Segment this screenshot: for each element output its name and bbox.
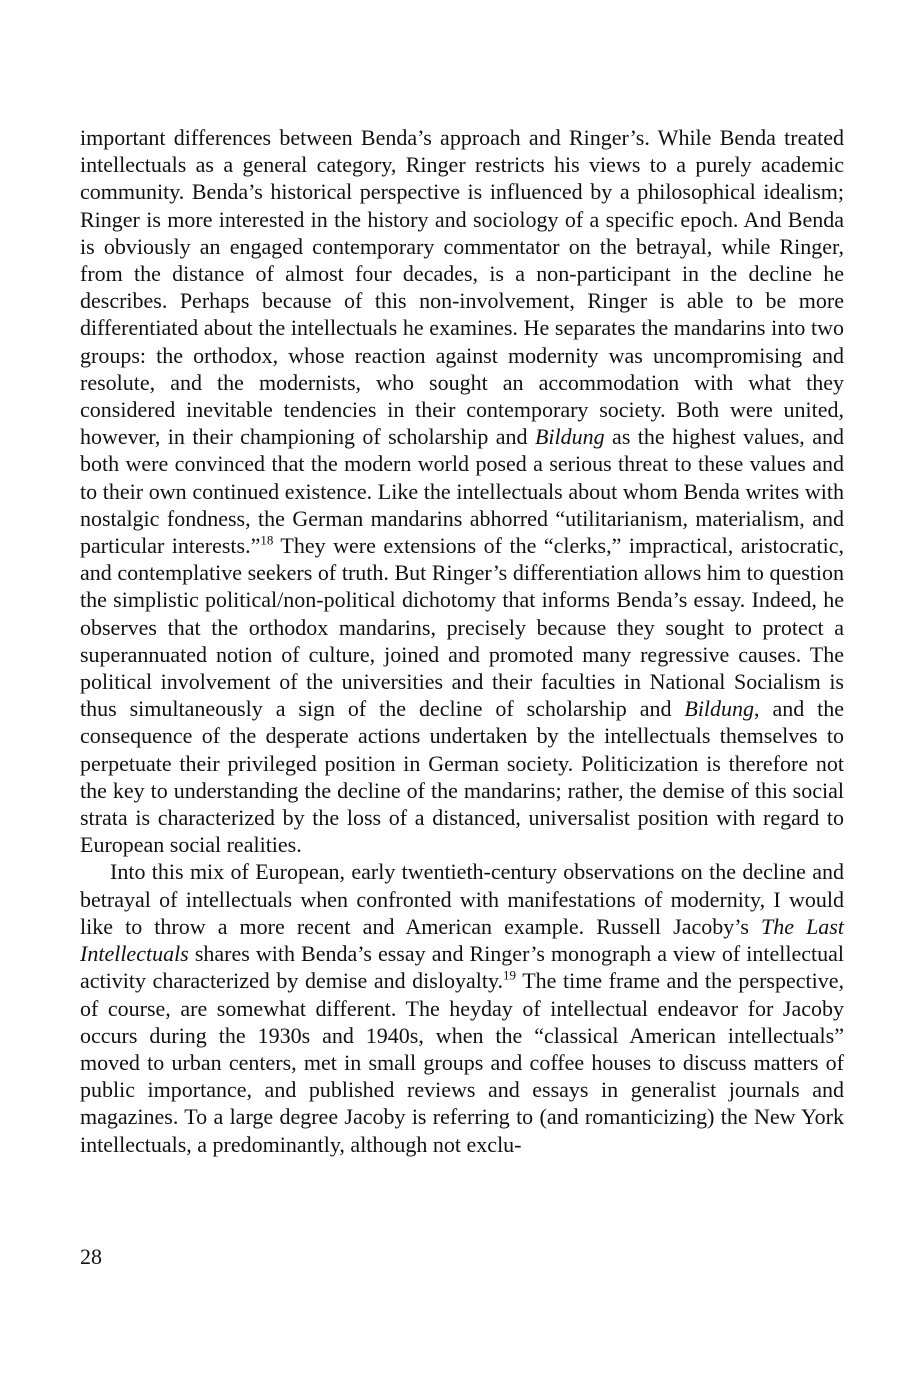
footnote-ref-18: 18 [260,532,274,548]
paragraph-1-text: They were extensions of the “clerks,” impractical, aristocratic, and contemplative seekers of truth. But Ringer’s differentiation allows him to question the simplistic political/non-political dichotomy that informs Benda’s essay. Indeed, he observes that the orthodox mandarins, precisely because they sought to protect a superannuated notion of culture, joined and promoted many regressive causes. The political involvement of the universities and their faculties in National Socialism is thus simultaneously a sign of the decline of scholarship and [80,533,844,722]
paragraph-2 [80,858,844,1157]
paragraph-1-text: as the highest values, and both were convinced that the modern world posed a serious threat to these values and to their own continued existence. Like the intellectuals about whom Benda writes with nostalgic fondness, the German mandarins abhorred “utilitarianism, materialism, and particular interests.” [80,424,844,559]
paragraph-2-text: shares with Benda’s essay and Ringer’s monograph a view of intellectual activity characterized by demise and disloyalty. [80,941,844,994]
italic-term-bildung: Bildung [534,424,605,450]
italic-book-title: The Last Intellectuals [80,913,844,967]
paragraph-1 [80,124,844,858]
page-number: 28 [80,1244,102,1269]
italic-term-bildung: Bildung [684,696,755,722]
paragraph-2-text: Into this mix of European, early twentieth-century observations on the decline and betrayal of intellectuals when confronted with manifestations of modernity, I would like to throw a more recent and American example. Russell Jacoby’s [80,859,844,939]
paragraph-1-text: important differences between Benda’s approach and Ringer’s. While Benda treated intellectuals as a general category, Ringer restricts his views to a purely academic community. Benda’s historical perspective is influenced by a philosophical idealism; Ringer is more interested in the history and sociology of a specific epoch. And Benda is obviously an engaged contemporary commentator on the betrayal, while Ringer, from the distance of almost four decades, is a non-participant in the decline he describes. Perhaps because of this non-involvement, Ringer is able to be more differentiated about the intellectuals he examines. He separates the mandarins into two groups: the orthodox, whose reaction against modernity was uncompromising and resolute, and the modernists, who sought an accommodation with what they considered inevitable tendencies in their contemporary society. Both were united, however, in their championing of scholarship and [80,125,844,450]
body-text [80,124,844,1158]
footnote-ref-19: 19 [503,967,517,983]
paragraph-1-text: , and the consequence of the desperate actions undertaken by the intellectuals themselves to perpetuate their privileged position in German society. Politicization is therefore not the key to understanding the decline of the mandarins; rather, the demise of this social strata is characterized by the loss of a distanced, universalist position with regard to European social realities. [80,696,844,858]
paragraph-2-text: The time frame and the perspective, of course, are somewhat different. The heyday of intellectual endeavor for Jacoby occurs during the 1930s and 1940s, when the “classical American intellectuals” moved to urban centers, met in small groups and coffee houses to discuss matters of public importance, and published reviews and essays in generalist journals and magazines. To a large degree Jacoby is referring to (and romanticizing) the New York intellectuals, a predominantly, although not exclu- [80,968,845,1157]
